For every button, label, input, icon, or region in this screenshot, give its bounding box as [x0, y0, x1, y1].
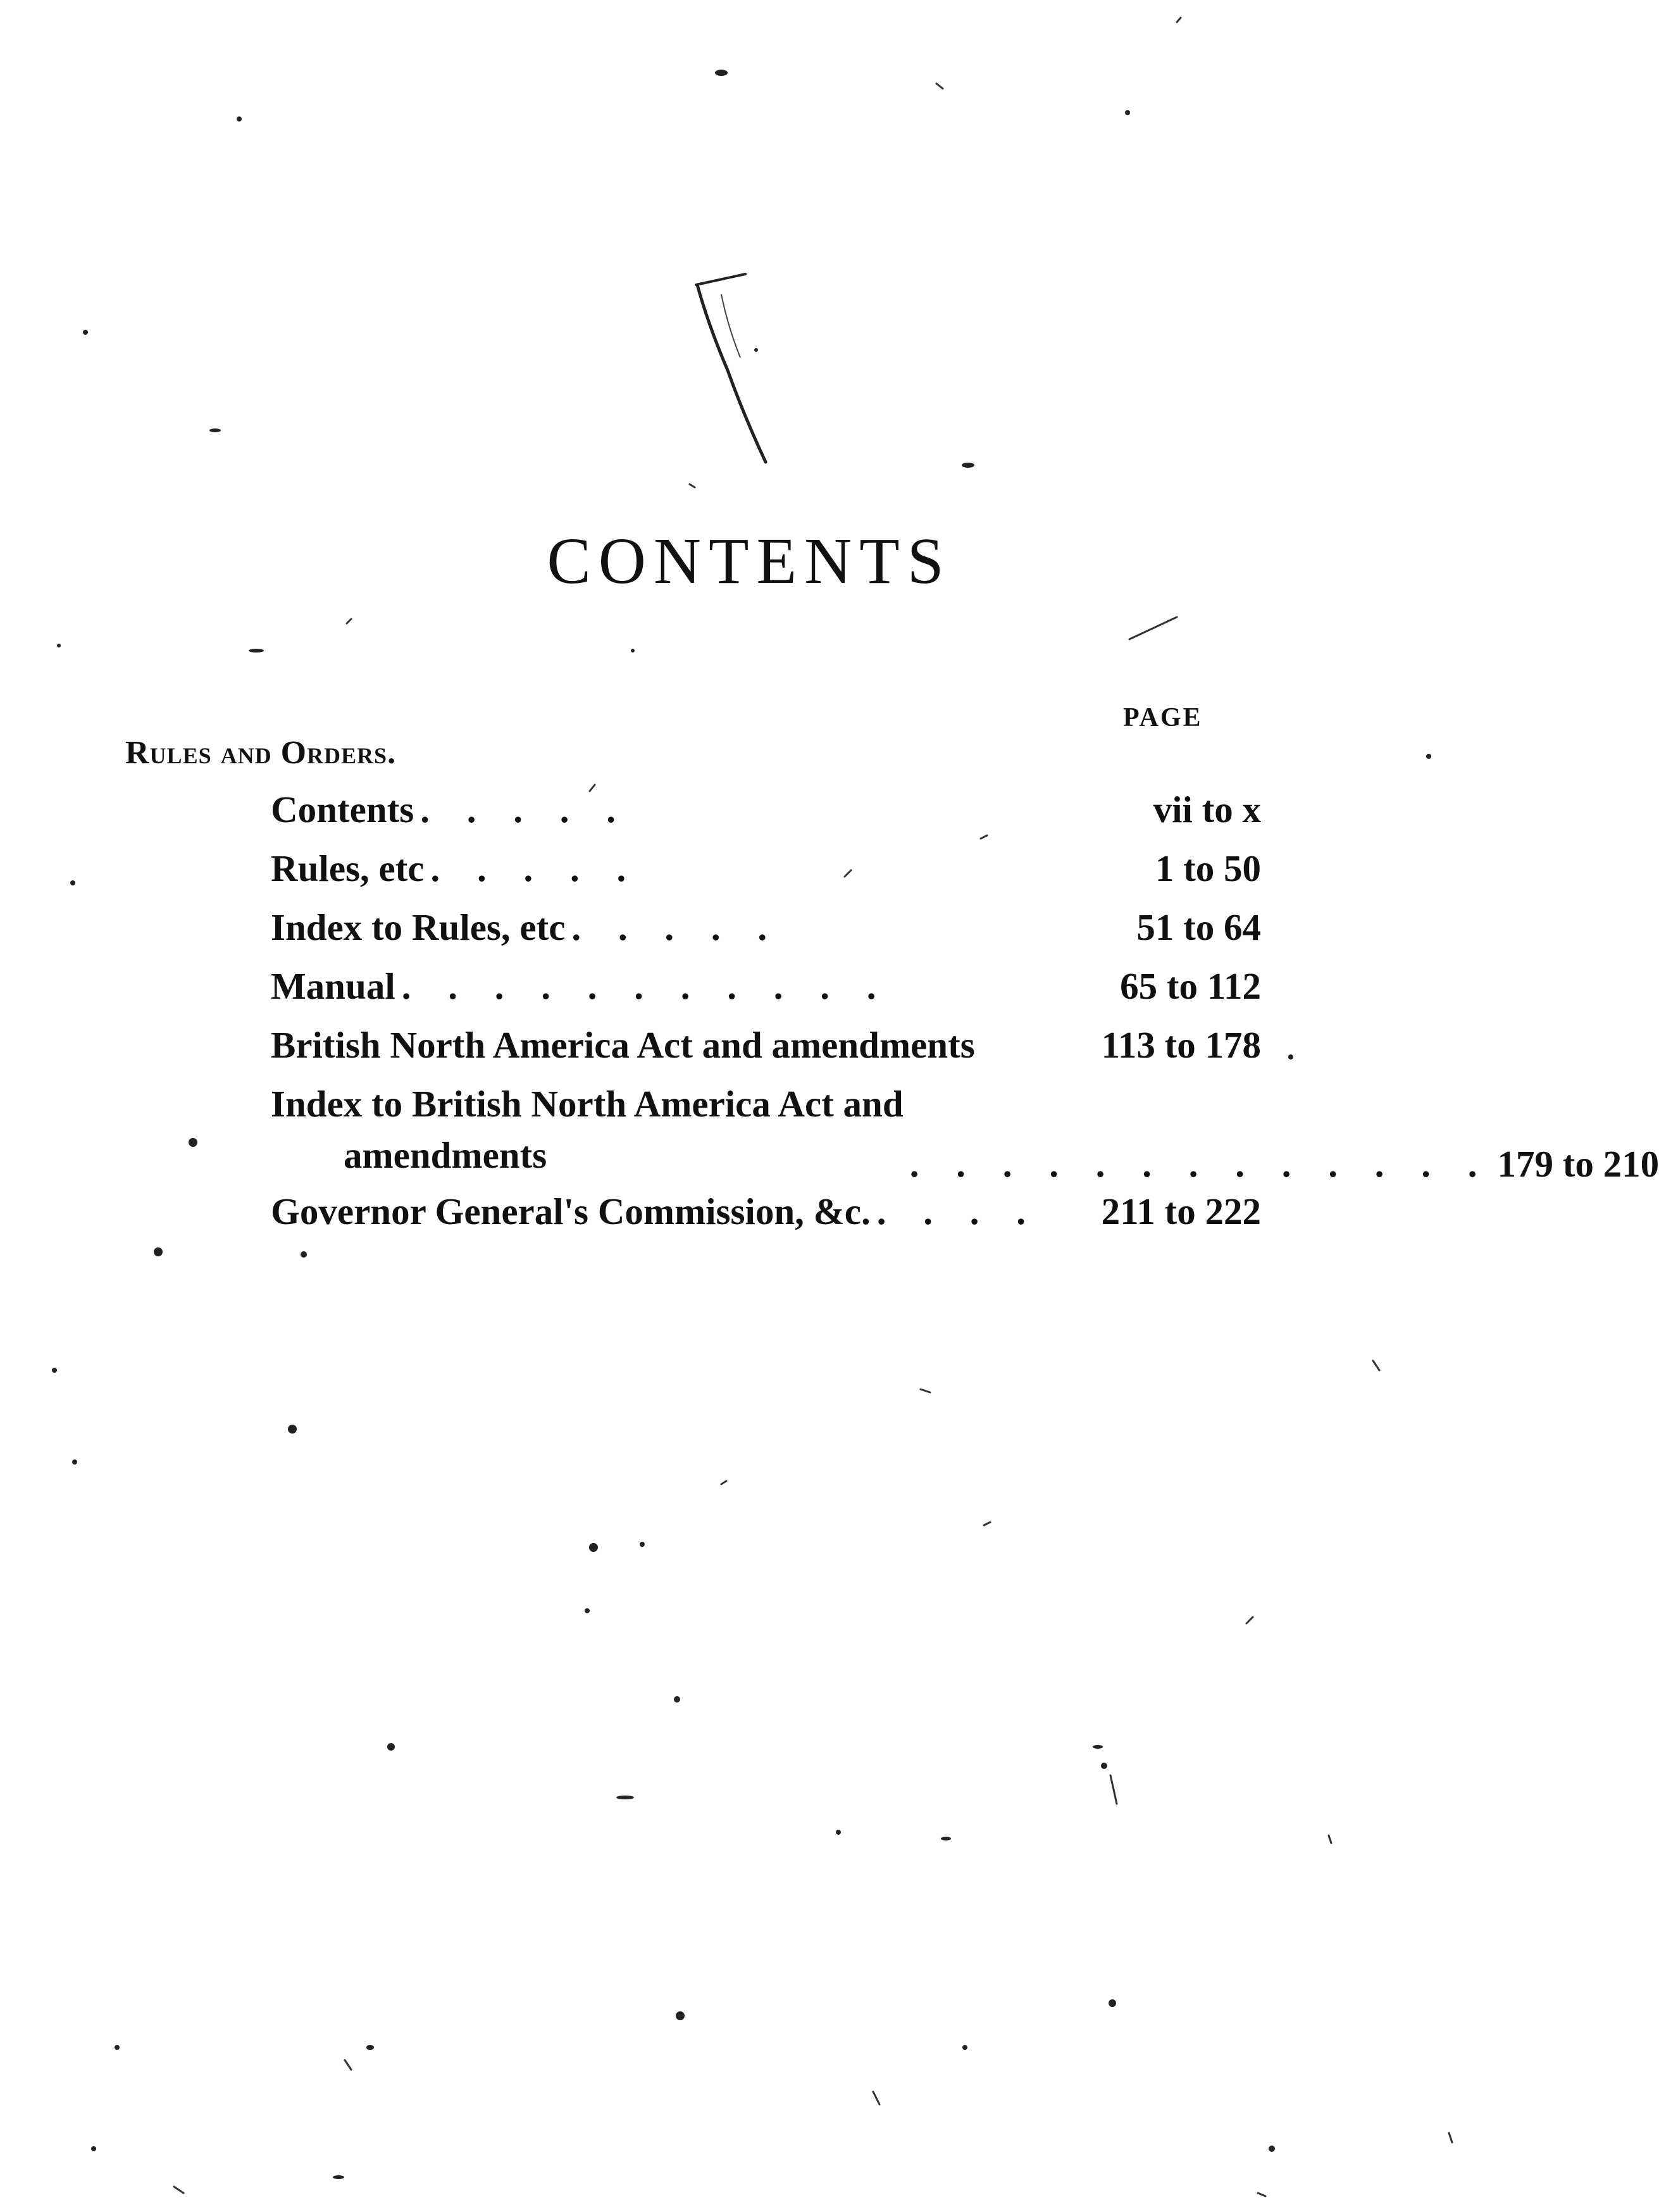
toc-entry-title-line2: amendments [344, 1134, 547, 1176]
toc-entry-pages: 211 to 222 [1101, 1190, 1261, 1232]
toc-entry-title: Governor General's Commission, &c. [271, 1190, 871, 1232]
toc-leader: . . . . [876, 1190, 1040, 1232]
toc-entry-pages: 1 to 50 [1155, 847, 1261, 889]
toc-leader: . . . . . [571, 906, 781, 948]
toc-entry-pages: vii to x [1153, 789, 1261, 830]
pencil-mark [683, 269, 778, 465]
toc-leader: . . . . . . . . . . . . . [909, 1143, 1491, 1185]
toc-entry-pages: 51 to 64 [1136, 906, 1261, 948]
toc-entry [271, 1190, 1261, 1249]
toc-entry-title: Rules, etc [271, 847, 425, 889]
toc-entry [271, 1023, 1261, 1082]
toc-entry-title: Contents [271, 789, 414, 830]
toc-entry-pages: 113 to 178 [1101, 1024, 1261, 1066]
toc-entry [271, 965, 1261, 1023]
toc-entry-title: Manual [271, 965, 395, 1007]
toc-entry [271, 847, 1261, 906]
toc-entry-title: British North America Act and amendments [271, 1024, 975, 1066]
table-of-contents [271, 788, 1659, 1249]
page-column-label: PAGE [1123, 703, 1203, 732]
toc-leader: . . . . . . . . . . . [401, 965, 890, 1007]
toc-leader: . . . . . [420, 789, 630, 830]
toc-entry-title [271, 1082, 904, 1177]
page-title: CONTENTS [547, 525, 952, 597]
toc-entry-title-line1: Index to British North America Act and [271, 1083, 904, 1125]
toc-entry [271, 1082, 1659, 1190]
toc-entry-title: Index to Rules, etc [271, 906, 566, 948]
toc-entry-pages: 65 to 112 [1120, 965, 1261, 1007]
toc-leader: . . . . . [430, 847, 640, 889]
toc-entry [271, 788, 1261, 847]
toc-entry-pages: 179 to 210 [1497, 1143, 1659, 1185]
section-heading: Rules and Orders. [125, 735, 397, 771]
toc-entry [271, 906, 1261, 965]
